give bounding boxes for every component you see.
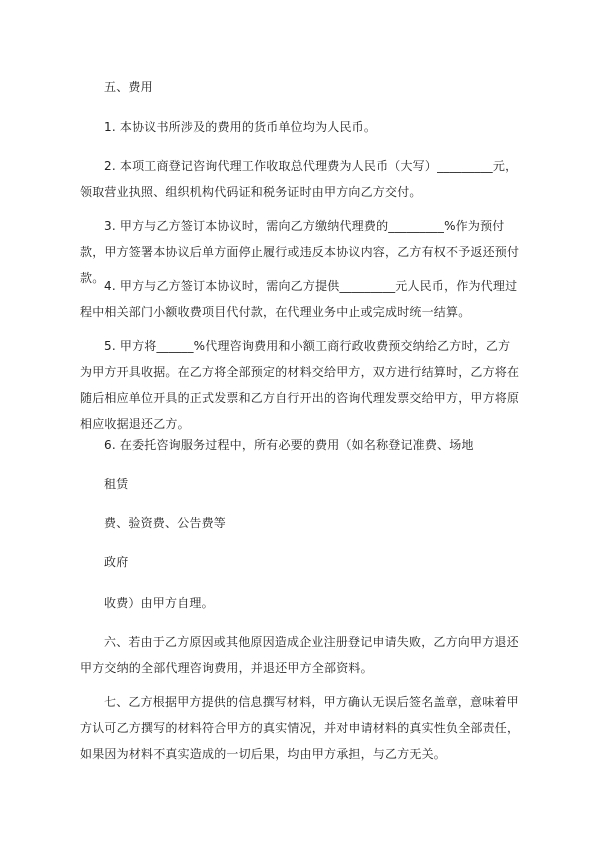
paragraph-5: 5. 甲方将______%代理咨询费用和小额工商行政收费预交纳给乙方时，乙方为甲方开具收据。在乙方将全部预定的材料交给甲方，双方进行结算时，乙方将在随后相应单位开具的正式发票和乙方自行开出的咨询代理发票交给甲方，甲方将原相应收据退还乙方。 xyxy=(80,339,520,431)
paragraph-1: 1. 本协议书所涉及的费用的货币单位均为人民币。 xyxy=(104,120,377,134)
paragraph-7: 六、若由于乙方原因或其他原因造成企业注册登记申请失败，乙方向甲方退还甲方交纳的全部代理咨询费用，并退还甲方全部资料。 xyxy=(80,635,519,675)
paragraph-4: 4. 甲方与乙方签订本协议时，需向乙方提供_________元人民币，作为代理过程中相关部门小额收费项目代付款，在代理业务中止或完成时统一结算。 xyxy=(80,279,518,319)
paragraph-2: 2. 本项工商登记咨询代理工作收取总代理费为人民币（大写）_________元，领取营业执照、组织机构代码证和税务证时由甲方向乙方交付。 xyxy=(80,159,518,199)
paragraph-6-line-5: 收费）由甲方自理。 xyxy=(104,596,214,610)
paragraph-6-line-3: 费、验资费、公告费等 xyxy=(104,516,227,530)
section-heading: 五、费用 xyxy=(104,80,153,94)
paragraph-6-line-2: 租赁 xyxy=(104,477,129,491)
paragraph-6-line-1: 6. 在委托咨询服务过程中，所有必要的费用（如名称登记准费、场地 xyxy=(104,438,474,452)
paragraph-6-line-4: 政府 xyxy=(104,555,129,569)
paragraph-8: 七、乙方根据甲方提供的信息撰写材料，甲方确认无误后签名盖章，意味着甲方认可乙方撰写的材料符合甲方的真实情况，并对申请材料的真实性负全部责任，如果因为材料不真实造成的一切后果，均由甲方承担，与乙方无关。 xyxy=(80,695,520,761)
paragraph-3: 3. 甲方与乙方签订本协议时，需向乙方缴纳代理费的_________%作为预付款，甲方签署本协议后单方面停止履行或违反本协议内容，乙方有权不予返还预付款。 xyxy=(80,219,520,285)
